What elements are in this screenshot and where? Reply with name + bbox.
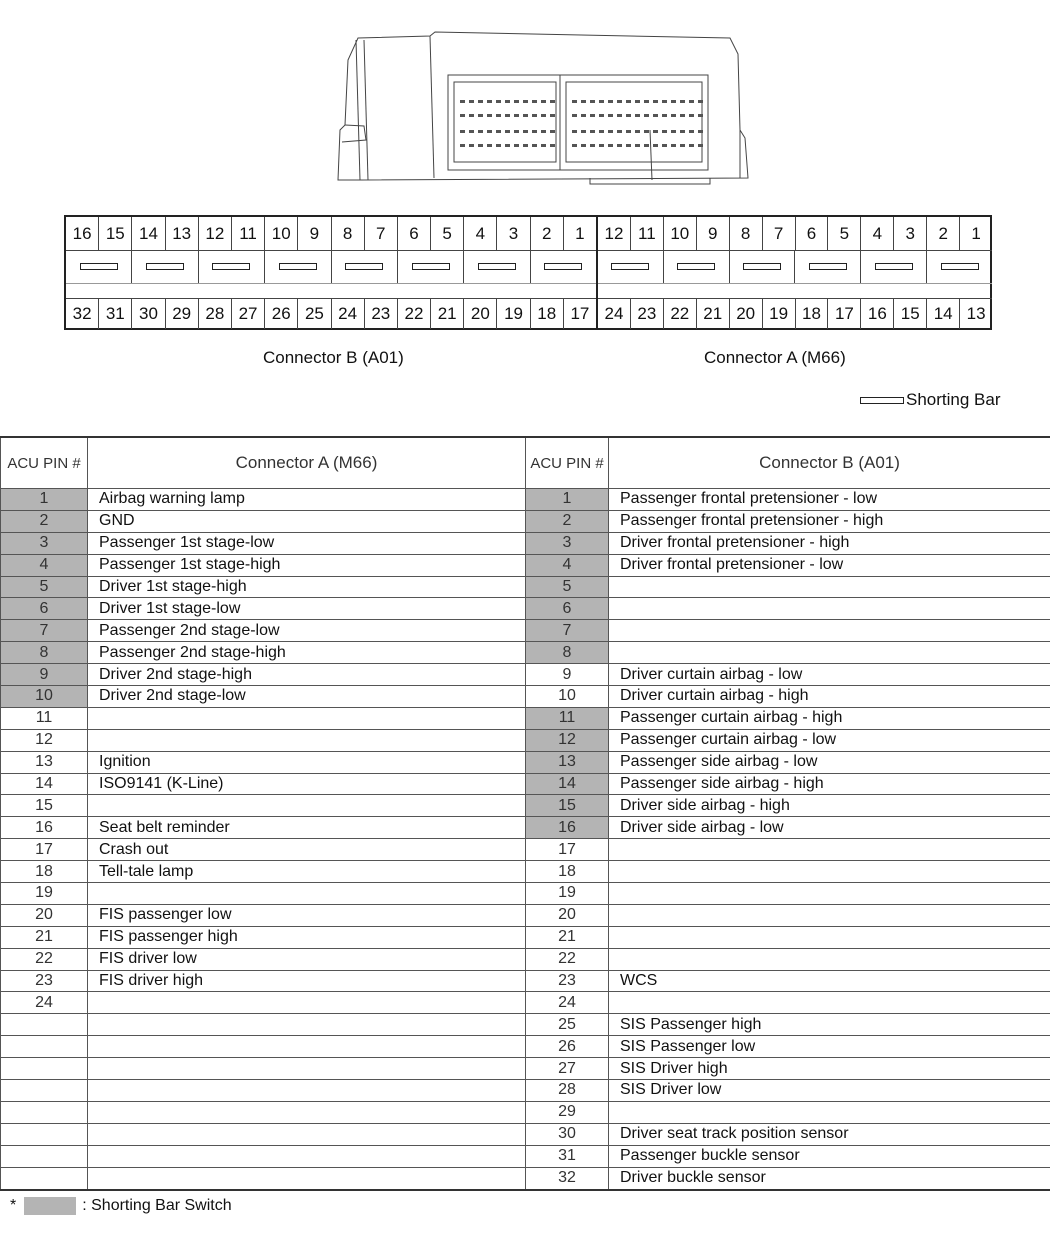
connector-b-pin-cell: 18: [526, 861, 609, 883]
connector-b-pin-cell: 10: [526, 686, 609, 708]
table-row: [1, 751, 1050, 773]
connector-a-pin-cell: 19: [1, 883, 88, 905]
connector-pin-face: [64, 215, 992, 330]
connector-a-pin-cell: [1, 1014, 88, 1036]
connector-b-pin-cell: 6: [526, 598, 609, 620]
connector-a-pin-label: 1: [971, 223, 981, 243]
connector-a-pin-cell: [1, 1080, 88, 1102]
connector-b-description-cell: Driver side airbag - high: [609, 795, 1050, 817]
connector-b-pin-cell: 31: [526, 1145, 609, 1167]
connector-b-description-cell: [609, 904, 1050, 926]
connector-a-pin-label: 17: [828, 299, 861, 329]
connector-b-description-cell: Passenger side airbag - high: [609, 773, 1050, 795]
connector-a-pin-label: 14: [927, 299, 960, 329]
connector-b-description-cell: [609, 620, 1050, 642]
connector-a-face: [596, 217, 992, 328]
connector-b-shorting-bar-slot: [199, 250, 265, 283]
table-row: [1, 992, 1050, 1014]
connector-b-shorting-bar-slot: [265, 250, 331, 283]
connector-b-pin-cell: 29: [526, 1101, 609, 1123]
connector-a-pin-cell: 17: [1, 839, 88, 861]
connector-b-pin-cell: 32: [526, 1167, 609, 1189]
connector-a-pin-label: 6: [796, 217, 829, 250]
connector-b-description-cell: [609, 598, 1050, 620]
connector-a-pin-cell: 11: [1, 707, 88, 729]
connector-b-pin-label: 4: [464, 217, 497, 250]
shorting-bar-icon: [412, 263, 450, 270]
connector-b-pin-cell: 23: [526, 970, 609, 992]
connector-a-description-cell: [88, 1080, 526, 1102]
connector-a-pin-label: 9: [697, 217, 730, 250]
shorting-bar-legend-label: Shorting Bar: [906, 390, 1001, 409]
connector-b-pin-label: 20: [464, 299, 497, 329]
connector-a-description-cell: Ignition: [88, 751, 526, 773]
connector-a-pin-label: 10: [664, 217, 697, 250]
connector-a-description-cell: [88, 1167, 526, 1189]
connector-a-pin-cell: 3: [1, 532, 88, 554]
connector-b-bottom-row: [66, 298, 596, 329]
connector-b-pin-label: 24: [332, 299, 365, 329]
connector-a-description-cell: [88, 1101, 526, 1123]
shorting-bar-icon: [809, 263, 847, 270]
connector-a-description-cell: [88, 1145, 526, 1167]
connector-a-description-cell: [88, 707, 526, 729]
connector-a-pin-label: 23: [631, 299, 664, 329]
connector-b-label: Connector B (A01): [263, 348, 404, 367]
connector-a-pin-cell: 12: [1, 729, 88, 751]
connector-a-pin-cell: 8: [1, 642, 88, 664]
shorting-bar-icon: [611, 263, 649, 270]
connector-b-description-cell: [609, 1101, 1050, 1123]
connector-a-shorting-bar-slot: [598, 250, 664, 283]
connector-b-description-cell: WCS: [609, 970, 1050, 992]
connector-b-pin-label: 27: [232, 299, 265, 329]
connector-b-description-cell: Passenger buckle sensor: [609, 1145, 1050, 1167]
connector-b-description-cell: [609, 839, 1050, 861]
connector-b-description-cell: Passenger side airbag - low: [609, 751, 1050, 773]
footnote: [10, 1197, 232, 1215]
connector-a-pin-cell: 20: [1, 904, 88, 926]
connector-b-pin-label: 15: [99, 217, 132, 250]
acu-pin-header-a: ACU PIN #: [1, 437, 88, 489]
connector-b-pin-label: 9: [298, 217, 331, 250]
table-row: [1, 642, 1050, 664]
connector-a-pin-label: 18: [796, 299, 829, 329]
connector-a-pin-cell: [1, 1101, 88, 1123]
connector-b-pin-cell: 8: [526, 642, 609, 664]
table-row: [1, 532, 1050, 554]
connector-a-description-cell: Tell-tale lamp: [88, 861, 526, 883]
table-row: [1, 817, 1050, 839]
connector-b-pin-cell: 5: [526, 576, 609, 598]
connector-b-pin-label: 25: [298, 299, 331, 329]
connector-b-shorting-bar-slot: [531, 250, 596, 283]
shorting-bar-icon: [743, 263, 781, 270]
connector-b-pin-cell: 22: [526, 948, 609, 970]
connector-a-bottom-row: [598, 298, 992, 329]
connector-b-pin-cell: 27: [526, 1058, 609, 1080]
connector-a-description-cell: Driver 1st stage-low: [88, 598, 526, 620]
shorting-bar-icon: [860, 397, 904, 404]
connector-a-description-cell: Passenger 1st stage-high: [88, 554, 526, 576]
shorting-bar-icon: [279, 263, 317, 270]
table-row: [1, 1014, 1050, 1036]
connector-b-pin-label: 31: [99, 299, 132, 329]
connector-a-description-cell: [88, 795, 526, 817]
connector-b-description-cell: [609, 948, 1050, 970]
connector-b-pin-cell: 21: [526, 926, 609, 948]
connector-a-pin-cell: [1, 1145, 88, 1167]
connector-a-description-cell: [88, 729, 526, 751]
connector-a-description-cell: FIS driver high: [88, 970, 526, 992]
connector-a-pin-cell: 23: [1, 970, 88, 992]
connector-a-description-cell: Passenger 2nd stage-low: [88, 620, 526, 642]
table-row: [1, 1036, 1050, 1058]
connector-a-pin-label: 11: [631, 217, 664, 250]
connector-b-pin-cell: 24: [526, 992, 609, 1014]
connector-b-pin-label: 6: [398, 217, 431, 250]
connector-b-pin-label: 22: [398, 299, 431, 329]
table-row: [1, 554, 1050, 576]
connector-a-pin-cell: 21: [1, 926, 88, 948]
connector-b-pin-label: 17: [570, 304, 590, 323]
connector-b-description-cell: Driver frontal pretensioner - high: [609, 532, 1050, 554]
connector-a-pin-cell: 18: [1, 861, 88, 883]
connector-b-shorting-bar-slot: [464, 250, 530, 283]
connector-a-pin-cell: 7: [1, 620, 88, 642]
connector-b-description-cell: Passenger curtain airbag - high: [609, 707, 1050, 729]
connector-a-pin-cell: [1, 1167, 88, 1189]
connector-a-pin-cell: 14: [1, 773, 88, 795]
connector-a-pin-label: 5: [828, 217, 861, 250]
connector-a-description-cell: [88, 883, 526, 905]
table-row: [1, 1123, 1050, 1145]
connector-a-pin-cell: 5: [1, 576, 88, 598]
connector-b-pin-cell: 26: [526, 1036, 609, 1058]
connector-b-pin-cell: 20: [526, 904, 609, 926]
connector-a-description-cell: Driver 1st stage-high: [88, 576, 526, 598]
connector-a-pin-cell: [1, 1058, 88, 1080]
connector-a-pin-cell: 10: [1, 686, 88, 708]
table-row: [1, 598, 1050, 620]
connector-b-pin-cell: 17: [526, 839, 609, 861]
connector-b-pin-label: 21: [431, 299, 464, 329]
connector-b-description-cell: Driver seat track position sensor: [609, 1123, 1050, 1145]
connector-b-pin-cell: 9: [526, 664, 609, 686]
connector-b-description-cell: [609, 926, 1050, 948]
connector-a-description-cell: [88, 1014, 526, 1036]
shorting-bar-icon: [677, 263, 715, 270]
connector-a-pin-label: 7: [763, 217, 796, 250]
connector-b-header: Connector B (A01): [609, 437, 1050, 489]
connector-b-description-cell: Driver curtain airbag - low: [609, 664, 1050, 686]
connector-b-pin-label: 29: [166, 299, 199, 329]
connector-a-description-cell: Passenger 2nd stage-high: [88, 642, 526, 664]
pin-assignment-table: [0, 436, 1050, 1191]
connector-b-pin-label: 11: [232, 217, 265, 250]
table-row: [1, 773, 1050, 795]
connector-b-description-cell: [609, 642, 1050, 664]
connector-b-pin-label: 10: [265, 217, 298, 250]
connector-a-shorting-bar-slot: [664, 250, 730, 283]
connector-a-pin-label: 19: [763, 299, 796, 329]
connector-b-pin-label: 2: [531, 217, 564, 250]
connector-b-pin-cell: 25: [526, 1014, 609, 1036]
table-row: [1, 1101, 1050, 1123]
connector-a-description-cell: [88, 992, 526, 1014]
connector-a-pin-cell: 9: [1, 664, 88, 686]
acu-module-drawing: [330, 30, 760, 190]
connector-a-pin-label: 20: [730, 299, 763, 329]
connector-a-description-cell: [88, 1058, 526, 1080]
connector-b-pin-label: 18: [531, 299, 564, 329]
table-row: [1, 839, 1050, 861]
connector-a-pin-cell: [1, 1036, 88, 1058]
connector-b-description-cell: SIS Driver low: [609, 1080, 1050, 1102]
connector-a-description-cell: Passenger 1st stage-low: [88, 532, 526, 554]
connector-a-pin-label: 22: [664, 299, 697, 329]
acu-pin-header-b: ACU PIN #: [526, 437, 609, 489]
connector-b-shorting-bars: [66, 250, 596, 284]
connector-a-description-cell: Airbag warning lamp: [88, 489, 526, 511]
table-row: [1, 707, 1050, 729]
connector-b-pin-label: 3: [497, 217, 530, 250]
connector-a-pin-label: 3: [894, 217, 927, 250]
connector-a-pin-cell: [1, 1123, 88, 1145]
connector-b-face: [66, 217, 596, 328]
connector-b-description-cell: Passenger frontal pretensioner - low: [609, 489, 1050, 511]
connector-b-pin-cell: 12: [526, 729, 609, 751]
connector-a-pin-cell: 1: [1, 489, 88, 511]
connector-b-description-cell: SIS Passenger low: [609, 1036, 1050, 1058]
connector-b-pin-label: 26: [265, 299, 298, 329]
connector-a-description-cell: ISO9141 (K-Line): [88, 773, 526, 795]
table-row: [1, 883, 1050, 905]
connector-b-pin-label: 13: [166, 217, 199, 250]
connector-b-description-cell: Driver buckle sensor: [609, 1167, 1050, 1189]
connector-b-pin-cell: 4: [526, 554, 609, 576]
connector-a-pin-cell: 15: [1, 795, 88, 817]
connector-b-shorting-bar-slot: [398, 250, 464, 283]
connector-b-pin-cell: 30: [526, 1123, 609, 1145]
connector-a-pin-label: 13: [966, 304, 986, 323]
connector-b-pin-cell: 7: [526, 620, 609, 642]
connector-a-description-cell: [88, 1123, 526, 1145]
table-row: [1, 489, 1050, 511]
table-row: [1, 620, 1050, 642]
connector-a-description-cell: FIS passenger low: [88, 904, 526, 926]
shaded-swatch: [24, 1197, 76, 1215]
table-row: [1, 904, 1050, 926]
table-row: [1, 795, 1050, 817]
table-row: [1, 729, 1050, 751]
connector-a-shorting-bar-slot: [730, 250, 796, 283]
connector-b-pin-label: 1: [575, 223, 585, 243]
connector-b-pin-cell: 19: [526, 883, 609, 905]
connector-a-pin-label: 4: [861, 217, 894, 250]
connector-a-top-row: [598, 217, 992, 251]
connector-a-description-cell: [88, 1036, 526, 1058]
connector-b-description-cell: [609, 883, 1050, 905]
connector-b-pin-label: 14: [132, 217, 165, 250]
connector-a-pin-label: 12: [598, 217, 631, 250]
connector-a-shorting-bar-slot: [927, 250, 992, 283]
connector-a-header: Connector A (M66): [88, 437, 526, 489]
shorting-bar-icon: [544, 263, 582, 270]
connector-b-pin-label: 32: [66, 299, 99, 329]
connector-a-description-cell: FIS passenger high: [88, 926, 526, 948]
connector-a-pin-cell: 6: [1, 598, 88, 620]
connector-b-shorting-bar-slot: [66, 250, 132, 283]
connector-b-shorting-bar-slot: [332, 250, 398, 283]
connector-a-pin-cell: 22: [1, 948, 88, 970]
connector-a-description-cell: Driver 2nd stage-low: [88, 686, 526, 708]
connector-b-pin-cell: 2: [526, 510, 609, 532]
connector-b-description-cell: Driver curtain airbag - high: [609, 686, 1050, 708]
connector-b-description-cell: SIS Driver high: [609, 1058, 1050, 1080]
connector-b-pin-cell: 3: [526, 532, 609, 554]
shorting-bar-icon: [212, 263, 250, 270]
connector-b-pin-label: 30: [132, 299, 165, 329]
table-row: [1, 686, 1050, 708]
connector-b-pin-label: 19: [497, 299, 530, 329]
connector-b-pin-cell: 11: [526, 707, 609, 729]
shorting-bar-legend: [860, 390, 1001, 410]
connector-b-pin-label: 7: [365, 217, 398, 250]
connector-a-shorting-bars: [598, 250, 992, 284]
table-header-row: [1, 437, 1050, 489]
connector-b-pin-cell: 1: [526, 489, 609, 511]
footnote-text: : Shorting Bar Switch: [82, 1197, 232, 1214]
connector-a-shorting-bar-slot: [795, 250, 861, 283]
connector-a-pin-cell: 4: [1, 554, 88, 576]
connector-a-label: Connector A (M66): [704, 348, 846, 367]
connector-a-description-cell: GND: [88, 510, 526, 532]
shorting-bar-icon: [345, 263, 383, 270]
connector-a-pin-cell: 13: [1, 751, 88, 773]
connector-b-description-cell: [609, 576, 1050, 598]
connector-a-shorting-bar-slot: [861, 250, 927, 283]
connector-b-pin-cell: 15: [526, 795, 609, 817]
shorting-bar-icon: [941, 263, 979, 270]
table-row: [1, 1145, 1050, 1167]
connector-b-pin-label: 28: [199, 299, 232, 329]
connector-b-description-cell: [609, 861, 1050, 883]
connector-a-description-cell: FIS driver low: [88, 948, 526, 970]
connector-a-pin-cell: 16: [1, 817, 88, 839]
connector-b-description-cell: Passenger frontal pretensioner - high: [609, 510, 1050, 532]
shorting-bar-icon: [875, 263, 913, 270]
table-row: [1, 510, 1050, 532]
table-row: [1, 1167, 1050, 1189]
table-row: [1, 861, 1050, 883]
connector-b-description-cell: SIS Passenger high: [609, 1014, 1050, 1036]
connector-a-pin-label: 15: [894, 299, 927, 329]
connector-b-pin-cell: 28: [526, 1080, 609, 1102]
table-row: [1, 970, 1050, 992]
table-row: [1, 576, 1050, 598]
table-row: [1, 1080, 1050, 1102]
connector-b-pin-label: 23: [365, 299, 398, 329]
connector-a-pin-label: 8: [730, 217, 763, 250]
footnote-asterisk: *: [10, 1197, 17, 1214]
table-row: [1, 664, 1050, 686]
shorting-bar-icon: [80, 263, 118, 270]
connector-b-description-cell: Driver frontal pretensioner - low: [609, 554, 1050, 576]
connector-b-pin-cell: 13: [526, 751, 609, 773]
connector-b-pin-label: 5: [431, 217, 464, 250]
connector-b-pin-label: 16: [66, 217, 99, 250]
connector-a-description-cell: Seat belt reminder: [88, 817, 526, 839]
connector-a-pin-cell: 24: [1, 992, 88, 1014]
connector-b-pin-cell: 14: [526, 773, 609, 795]
connector-b-description-cell: Driver side airbag - low: [609, 817, 1050, 839]
connector-b-pin-label: 8: [332, 217, 365, 250]
connector-a-pin-cell: 2: [1, 510, 88, 532]
connector-b-pin-label: 12: [199, 217, 232, 250]
connector-b-description-cell: Passenger curtain airbag - low: [609, 729, 1050, 751]
shorting-bar-icon: [478, 263, 516, 270]
connector-b-pin-cell: 16: [526, 817, 609, 839]
shorting-bar-icon: [146, 263, 184, 270]
connector-a-pin-label: 16: [861, 299, 894, 329]
connector-a-description-cell: Crash out: [88, 839, 526, 861]
table-row: [1, 948, 1050, 970]
table-row: [1, 1058, 1050, 1080]
connector-b-top-row: [66, 217, 596, 251]
connector-a-description-cell: Driver 2nd stage-high: [88, 664, 526, 686]
connector-a-pin-label: 21: [697, 299, 730, 329]
table-row: [1, 926, 1050, 948]
connector-b-shorting-bar-slot: [132, 250, 198, 283]
connector-b-description-cell: [609, 992, 1050, 1014]
connector-a-pin-label: 24: [598, 299, 631, 329]
connector-a-pin-label: 2: [927, 217, 960, 250]
